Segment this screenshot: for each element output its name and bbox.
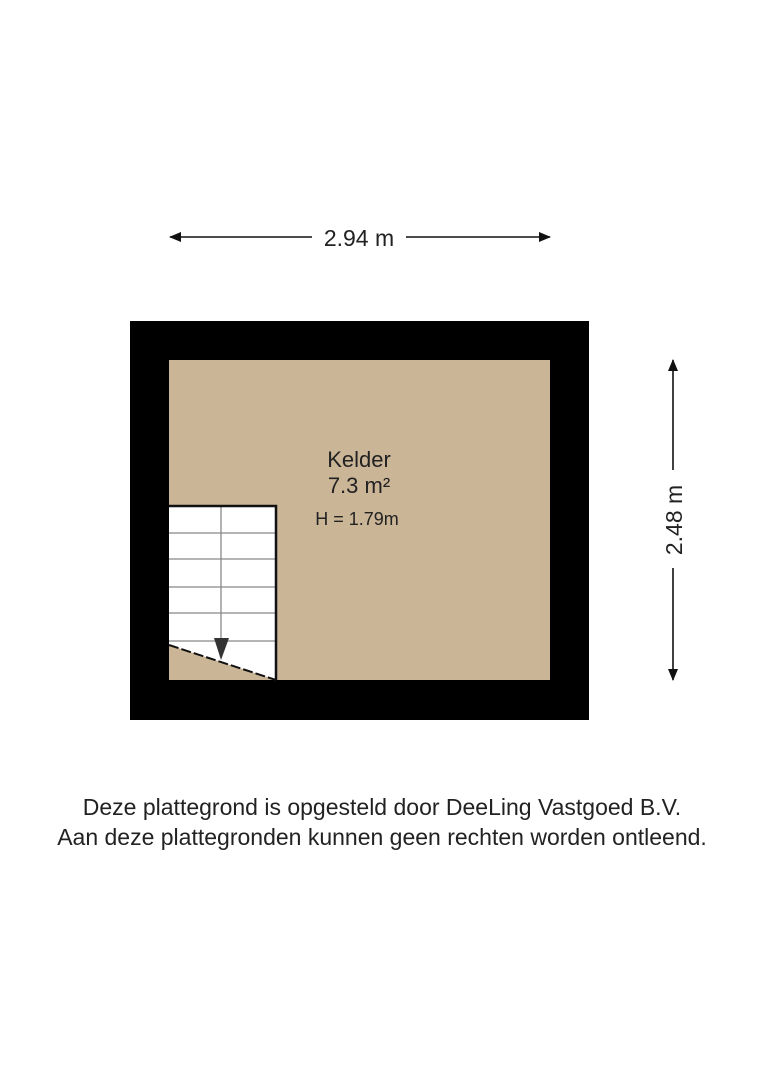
width-dimension-label: 2.94 m (323, 225, 395, 251)
room-height: H = 1.79m (315, 509, 399, 529)
height-dimension-label: 2.48 m (661, 484, 687, 556)
disclaimer-line-1: Deze plattegrond is opgesteld door DeeLing Vastgoed B.V. (82, 794, 682, 820)
room-name: Kelder (327, 447, 391, 472)
room-area: 7.3 m² (327, 473, 391, 498)
disclaimer-line-2: Aan deze plattegronden kunnen geen rechten worden ontleend. (57, 824, 707, 850)
